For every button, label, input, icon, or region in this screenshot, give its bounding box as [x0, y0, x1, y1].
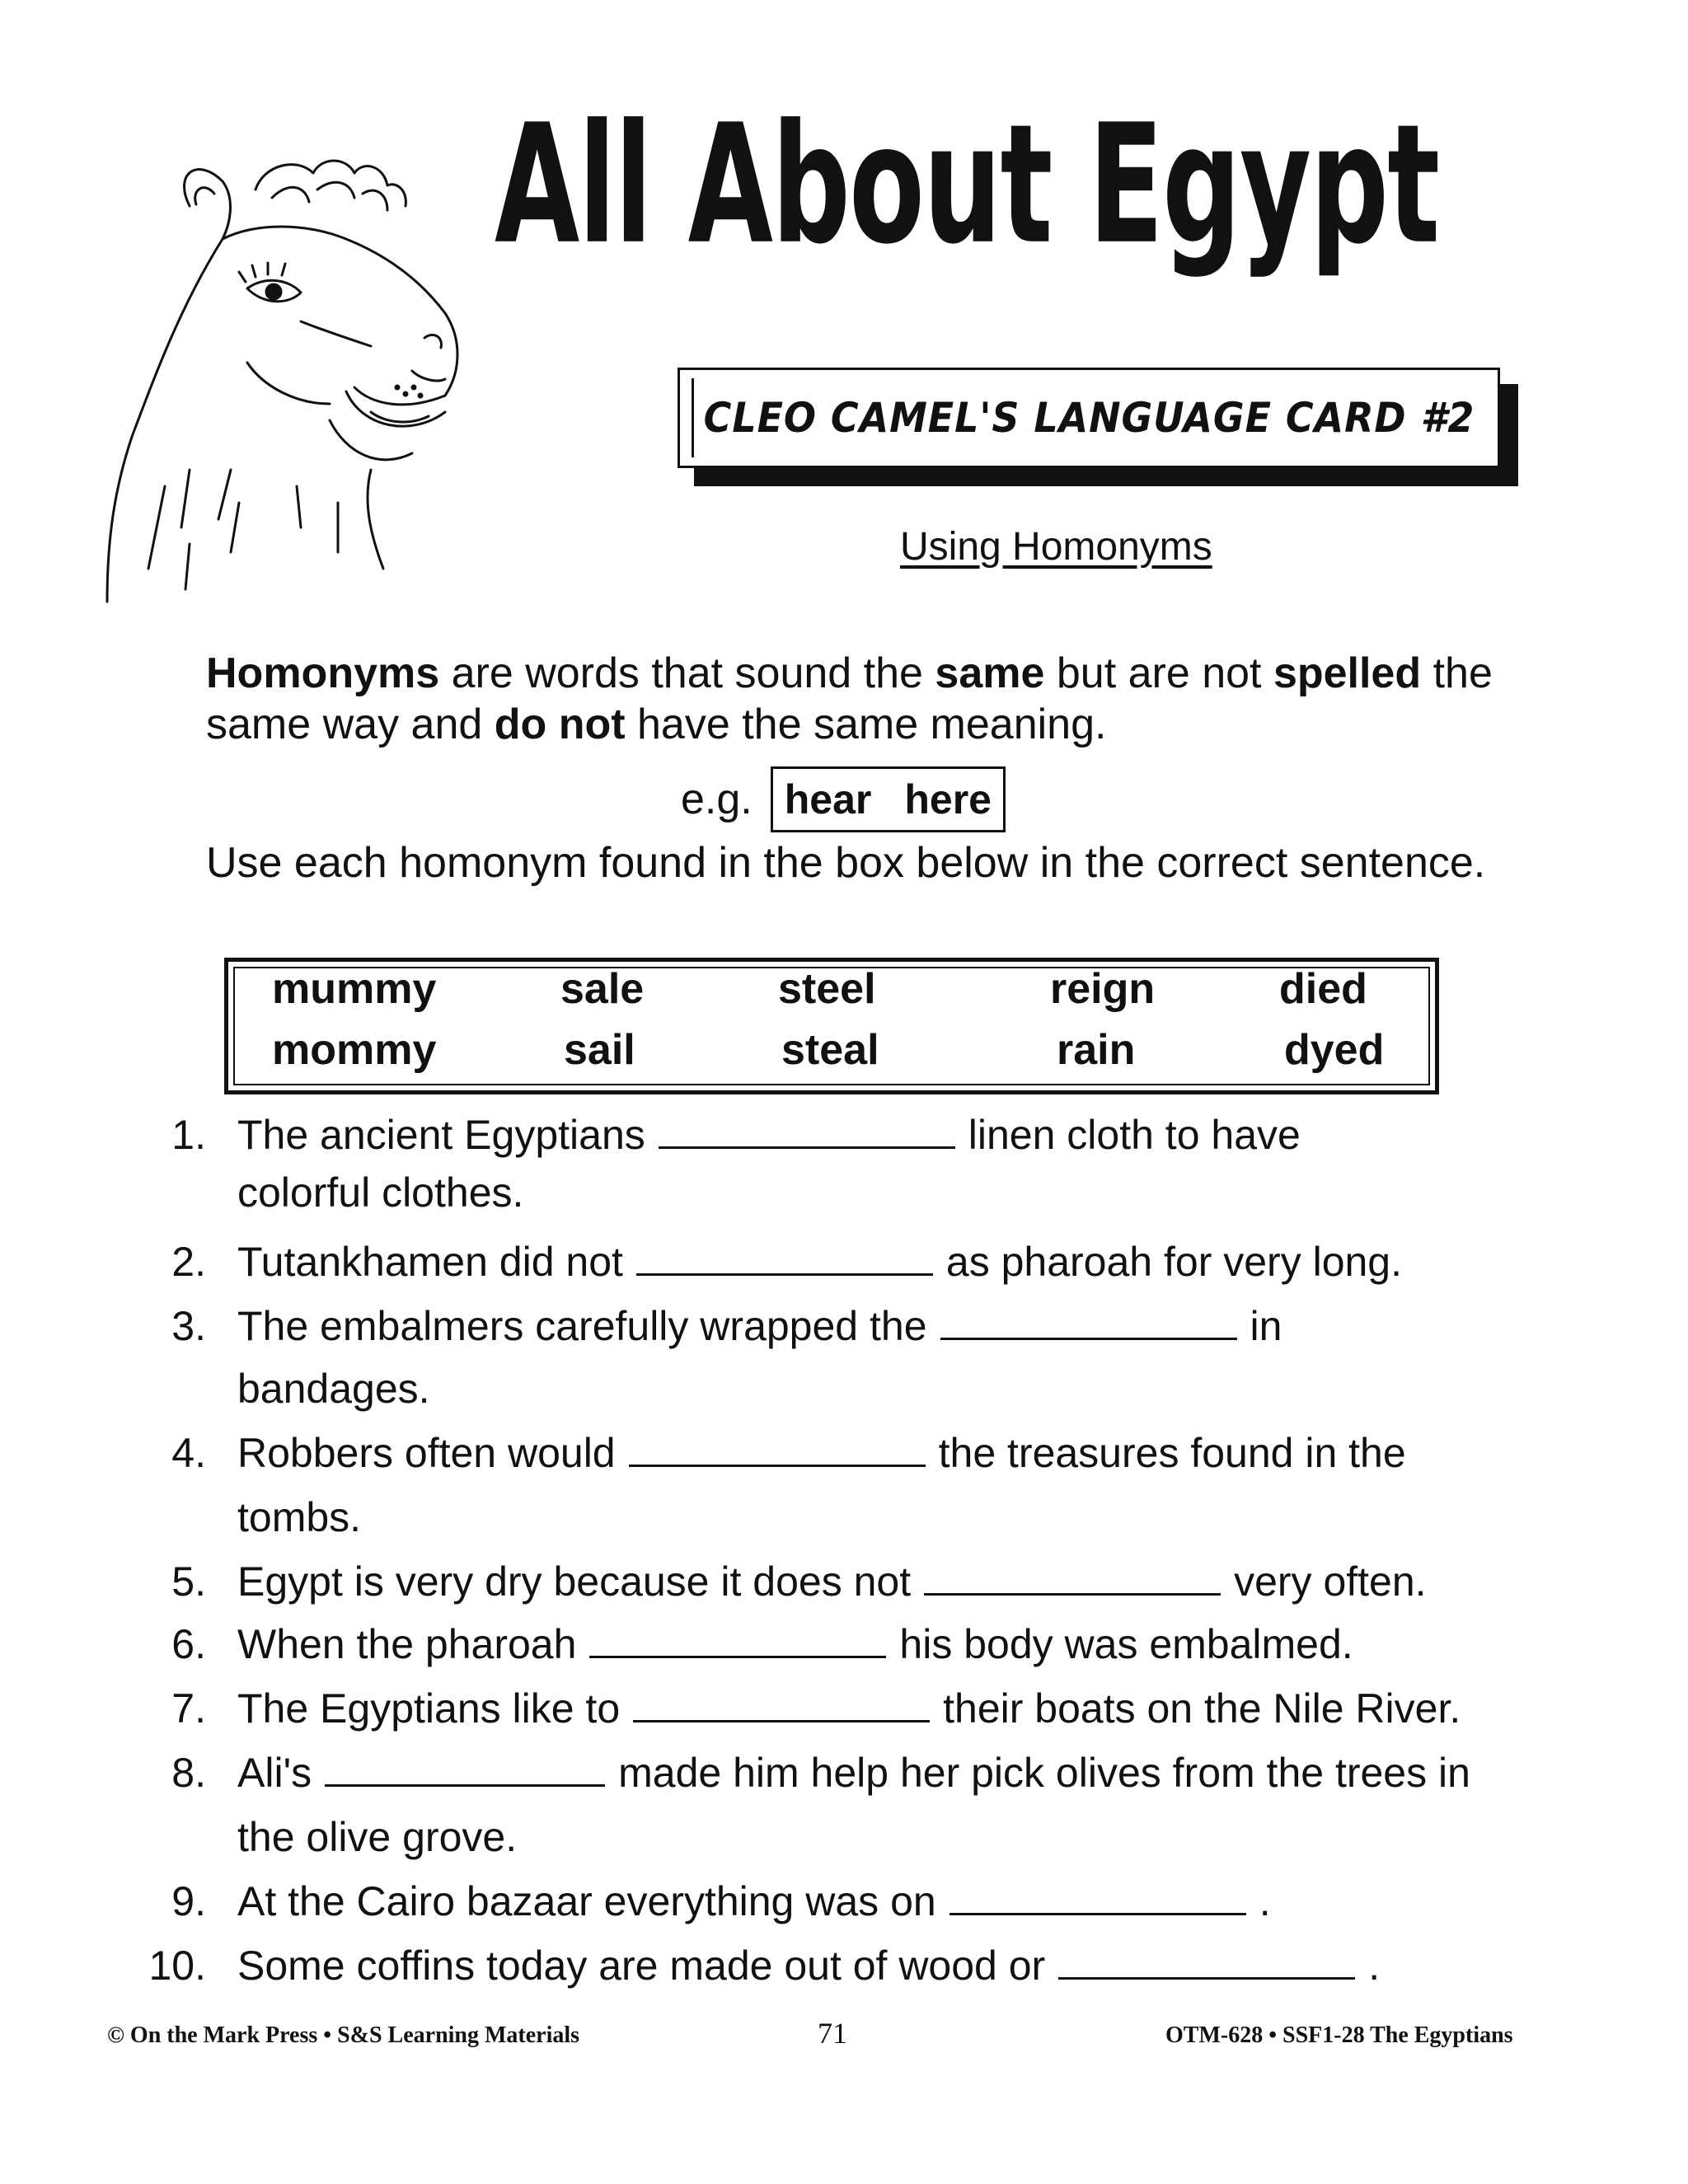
word-mommy: mommy: [272, 1026, 437, 1074]
question-number: 5.: [171, 1558, 206, 1605]
intro-text-2: but are not: [1044, 649, 1273, 697]
question-text-after: very often.: [1234, 1558, 1427, 1605]
question-text-after: as pharoah for very long.: [945, 1239, 1403, 1285]
question-number: 4.: [171, 1430, 206, 1476]
question-number: 10.: [148, 1943, 206, 1989]
footer-product-code: OTM-628 • SSF1-28 The Egyptians: [1165, 2022, 1513, 2048]
footer-publisher: © On the Mark Press • S&S Learning Materials: [107, 2022, 580, 2048]
answer-blank[interactable]: [924, 1585, 1221, 1596]
term-same: same: [935, 649, 1045, 697]
term-spelled: spelled: [1273, 649, 1422, 697]
example-box: [771, 766, 1006, 832]
section-subtitle: Using Homonyms: [900, 525, 1212, 569]
example-row: [681, 760, 1006, 839]
homonym-definition: [206, 648, 1541, 750]
question-number: 7.: [171, 1685, 206, 1732]
answer-blank[interactable]: [659, 1138, 955, 1149]
question-number: 3.: [171, 1303, 206, 1349]
question-text-before: Ali's: [237, 1750, 312, 1796]
word-steel: steel: [778, 965, 876, 1013]
word-died: died: [1279, 965, 1367, 1013]
question-text-after: their boats on the Nile River.: [943, 1685, 1461, 1732]
answer-blank[interactable]: [940, 1329, 1237, 1340]
word-mummy: mummy: [272, 965, 437, 1013]
question-3-continued: bandages.: [237, 1366, 430, 1412]
word-sale: sale: [560, 965, 645, 1013]
example-label: e.g.: [681, 776, 753, 823]
question-text-before: Tutankhamen did not: [237, 1239, 623, 1285]
question-text-before: The ancient Egyptians: [237, 1112, 645, 1158]
example-word-2: here: [904, 776, 992, 823]
question-text-before: The embalmers carefully wrapped the: [237, 1303, 927, 1349]
instructions: Use each homonym found in the box below in the correct sentence.: [206, 839, 1486, 887]
word-sail: sail: [564, 1026, 635, 1074]
question-text-before: Robbers often would: [237, 1430, 616, 1476]
language-card-text: CLEO CAMEL'S LANGUAGE CARD #2: [703, 394, 1475, 442]
question-number: 2.: [171, 1239, 206, 1285]
intro-text-4: have the same meaning.: [625, 701, 1107, 748]
question-number: 8.: [171, 1750, 206, 1796]
answer-blank[interactable]: [950, 1905, 1246, 1915]
question-8-continued: the olive grove.: [237, 1814, 518, 1860]
question-number: 9.: [171, 1878, 206, 1924]
worksheet-title: All About Egypt: [495, 88, 1439, 280]
question-text-before: At the Cairo bazaar everything was on: [237, 1878, 936, 1924]
intro-text-3: the same way and: [206, 649, 1493, 748]
question-text-after: linen cloth to have: [968, 1112, 1301, 1158]
answer-blank[interactable]: [325, 1776, 605, 1787]
camel-illustration: [99, 140, 560, 618]
question-text-after: his body was embalmed.: [899, 1621, 1353, 1667]
intro-text-1: are words that sound the: [439, 649, 935, 697]
question-text-after: the treasures found in the: [938, 1430, 1406, 1476]
question-number: 1.: [171, 1112, 206, 1158]
language-card-banner: [678, 368, 1500, 468]
question-4-continued: tombs.: [237, 1494, 362, 1540]
card-divider: [692, 378, 694, 457]
question-number: 6.: [171, 1621, 206, 1667]
answer-blank[interactable]: [1058, 1969, 1355, 1980]
example-word-1: hear: [784, 776, 872, 823]
answer-blank[interactable]: [636, 1265, 933, 1276]
question-text-before: When the pharoah: [237, 1621, 577, 1667]
term-homonyms: Homonyms: [206, 649, 440, 697]
word-dyed: dyed: [1284, 1026, 1385, 1074]
question-text-before: Some coffins today are made out of wood or: [237, 1943, 1046, 1989]
question-1-continued: colorful clothes.: [237, 1169, 524, 1216]
word-rain: rain: [1057, 1026, 1136, 1074]
word-steal: steal: [781, 1026, 879, 1074]
term-do-not: do not: [494, 701, 626, 748]
question-text-after: .: [1259, 1878, 1271, 1924]
word-reign: reign: [1050, 965, 1156, 1013]
answer-blank[interactable]: [629, 1456, 926, 1467]
question-text-before: The Egyptians like to: [237, 1685, 621, 1732]
question-text-after: made him help her pick olives from the trees in: [618, 1750, 1470, 1796]
question-text-after: .: [1368, 1943, 1381, 1989]
question-text-after: in: [1250, 1303, 1282, 1349]
page-number: 71: [818, 2017, 847, 2050]
answer-blank[interactable]: [589, 1647, 886, 1658]
answer-blank[interactable]: [633, 1712, 930, 1722]
question-text-before: Egypt is very dry because it does not: [237, 1558, 912, 1605]
